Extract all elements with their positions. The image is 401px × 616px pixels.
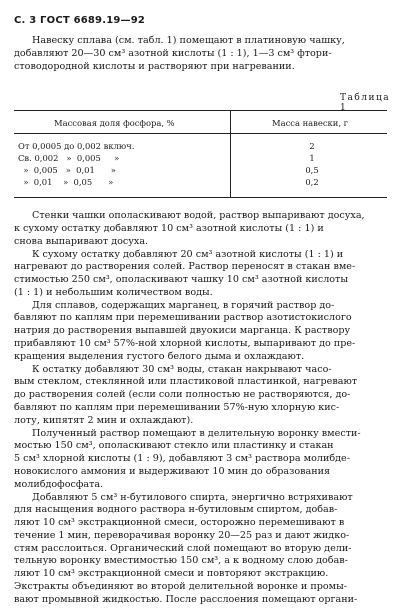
table-row (18, 165, 388, 175)
text-line: тельную воронку вместимостью 150 см³, а к водному слою добав- (14, 555, 348, 567)
text-line: лоту, кипятят 2 мин и охлаждают). (14, 414, 194, 426)
table-cell-mass: 0,2 (305, 177, 319, 187)
text-line: вают промывной жидкостью. После расслоения помещают органи- (14, 593, 358, 605)
body-paragraph (14, 428, 385, 492)
text-line: 5 см³ хлорной кислоты (1 : 9), добавляют 3 см³ раствора молибде- (14, 453, 350, 465)
table-cell-mass: 1 (309, 153, 315, 163)
text-line: прибавляют 10 см³ 57%-ной хлорной кислоты, выпаривают до пре- (14, 337, 356, 349)
body-paragraph (14, 300, 385, 364)
text-line: к сухому остатку добавляют 10 см³ азотной кислоты (1 : 1) и (14, 222, 324, 234)
text-line: Добавляют 5 см³ н-бутилового спирта, энергично встряхивают (32, 491, 353, 503)
table-row (18, 177, 388, 187)
text-line: бавляют по каплям при перемешивании 57%-ную хлорную кис- (14, 401, 340, 413)
text-line: молибдофосфата. (14, 478, 104, 490)
text-line: кращения выделения густого белого дыма и охлаждают. (14, 350, 305, 362)
table-divider (14, 133, 387, 134)
table-cell-range: » 0,01 » 0,05 » (18, 177, 114, 187)
table-header-phosphorus: Массовая доля фосфора, % (54, 118, 175, 128)
text-line: новокислого аммония и выдерживают 10 мин до образования (14, 465, 331, 477)
text-line: К сухому остатку добавляют 20 см³ азотной кислоты (1 : 1) и (32, 248, 344, 260)
body-paragraph (14, 249, 385, 300)
text-line: для насыщения водного раствора н-бутиловым спиртом, добав- (14, 504, 338, 516)
text-line: К остатку добавляют 30 см³ воды, стакан накрывают часо- (32, 363, 332, 375)
text-line: стоводородной кислоты и растворяют при нагревании. (14, 60, 295, 72)
text-line: Навеску сплава (см. табл. 1) помещают в платиновую чашку, (32, 35, 345, 46)
text-line: мостью 150 см³, ополаскивают стекло или пластинку и стакан (14, 440, 334, 452)
text-line: снова выпаривают досуха. (14, 235, 149, 247)
table-row (18, 153, 388, 163)
text-line: (1 : 1) и небольшим количеством воды. (14, 286, 213, 298)
text-line: Полученный раствор помещают в делительную воронку вмести- (32, 427, 361, 439)
text-line: Стенки чашки ополаскивают водой, раствор выпаривают досуха, (32, 210, 365, 221)
body-paragraph (14, 492, 385, 607)
text-line: нагревают до растворения солей. Раствор переносят в стакан вме- (14, 261, 356, 273)
table-cell-range: » 0,005 » 0,01 » (18, 165, 116, 175)
text-line: стимостью 250 см³, ополаскивают чашку 10 см³ азотной кислоты (14, 274, 349, 286)
table-cell-mass: 0,5 (305, 165, 319, 175)
table-header-mass: Масса навески, г (272, 118, 349, 128)
body-paragraph (14, 364, 385, 428)
table-cell-range: От 0,0005 до 0,002 включ. (18, 141, 135, 151)
data-table (14, 110, 387, 198)
table-title: Таблица 1 (340, 93, 391, 113)
text-line: добавляют 20—30 см³ азотной кислоты (1 : 1), 1—3 см³ фтори- (14, 47, 332, 59)
intro-paragraph (14, 35, 385, 73)
text-line: ляют 10 см³ экстракционной смеси и повторяют экстракцию. (14, 568, 329, 580)
text-line: течение 1 мин, переворачивая воронку 20—25 раз и дают жидко- (14, 529, 350, 541)
text-line: Экстракты объединяют во второй делительной воронке и промы- (14, 581, 348, 593)
body-paragraph (14, 210, 385, 248)
text-line: стям расслоиться. Органический слой помещают во вторую дели- (14, 542, 352, 554)
text-line: ляют 10 см³ экстракционной смеси, осторожно перемешивают в (14, 517, 345, 529)
text-line: вым стеклом, стеклянной или пластиковой пластинкой, нагревают (14, 376, 358, 388)
text-line: натрия до растворения выпавшей двуокиси марганца. К раствору (14, 325, 351, 337)
table-cell-mass: 2 (309, 141, 315, 151)
text-line: бавляют по каплям при перемешивании раствор азотистокислого (14, 312, 352, 324)
text-line: Для сплавов, содержащих марганец, в горячий раствор до- (32, 299, 335, 311)
table-cell-range: Св. 0,002 » 0,005 » (18, 153, 120, 163)
page-header: С. 3 ГОСТ 6689.19—92 (14, 15, 146, 26)
table-row (18, 141, 388, 151)
text-line: до растворения солей (если соли полностью не растворяются, до- (14, 389, 351, 401)
